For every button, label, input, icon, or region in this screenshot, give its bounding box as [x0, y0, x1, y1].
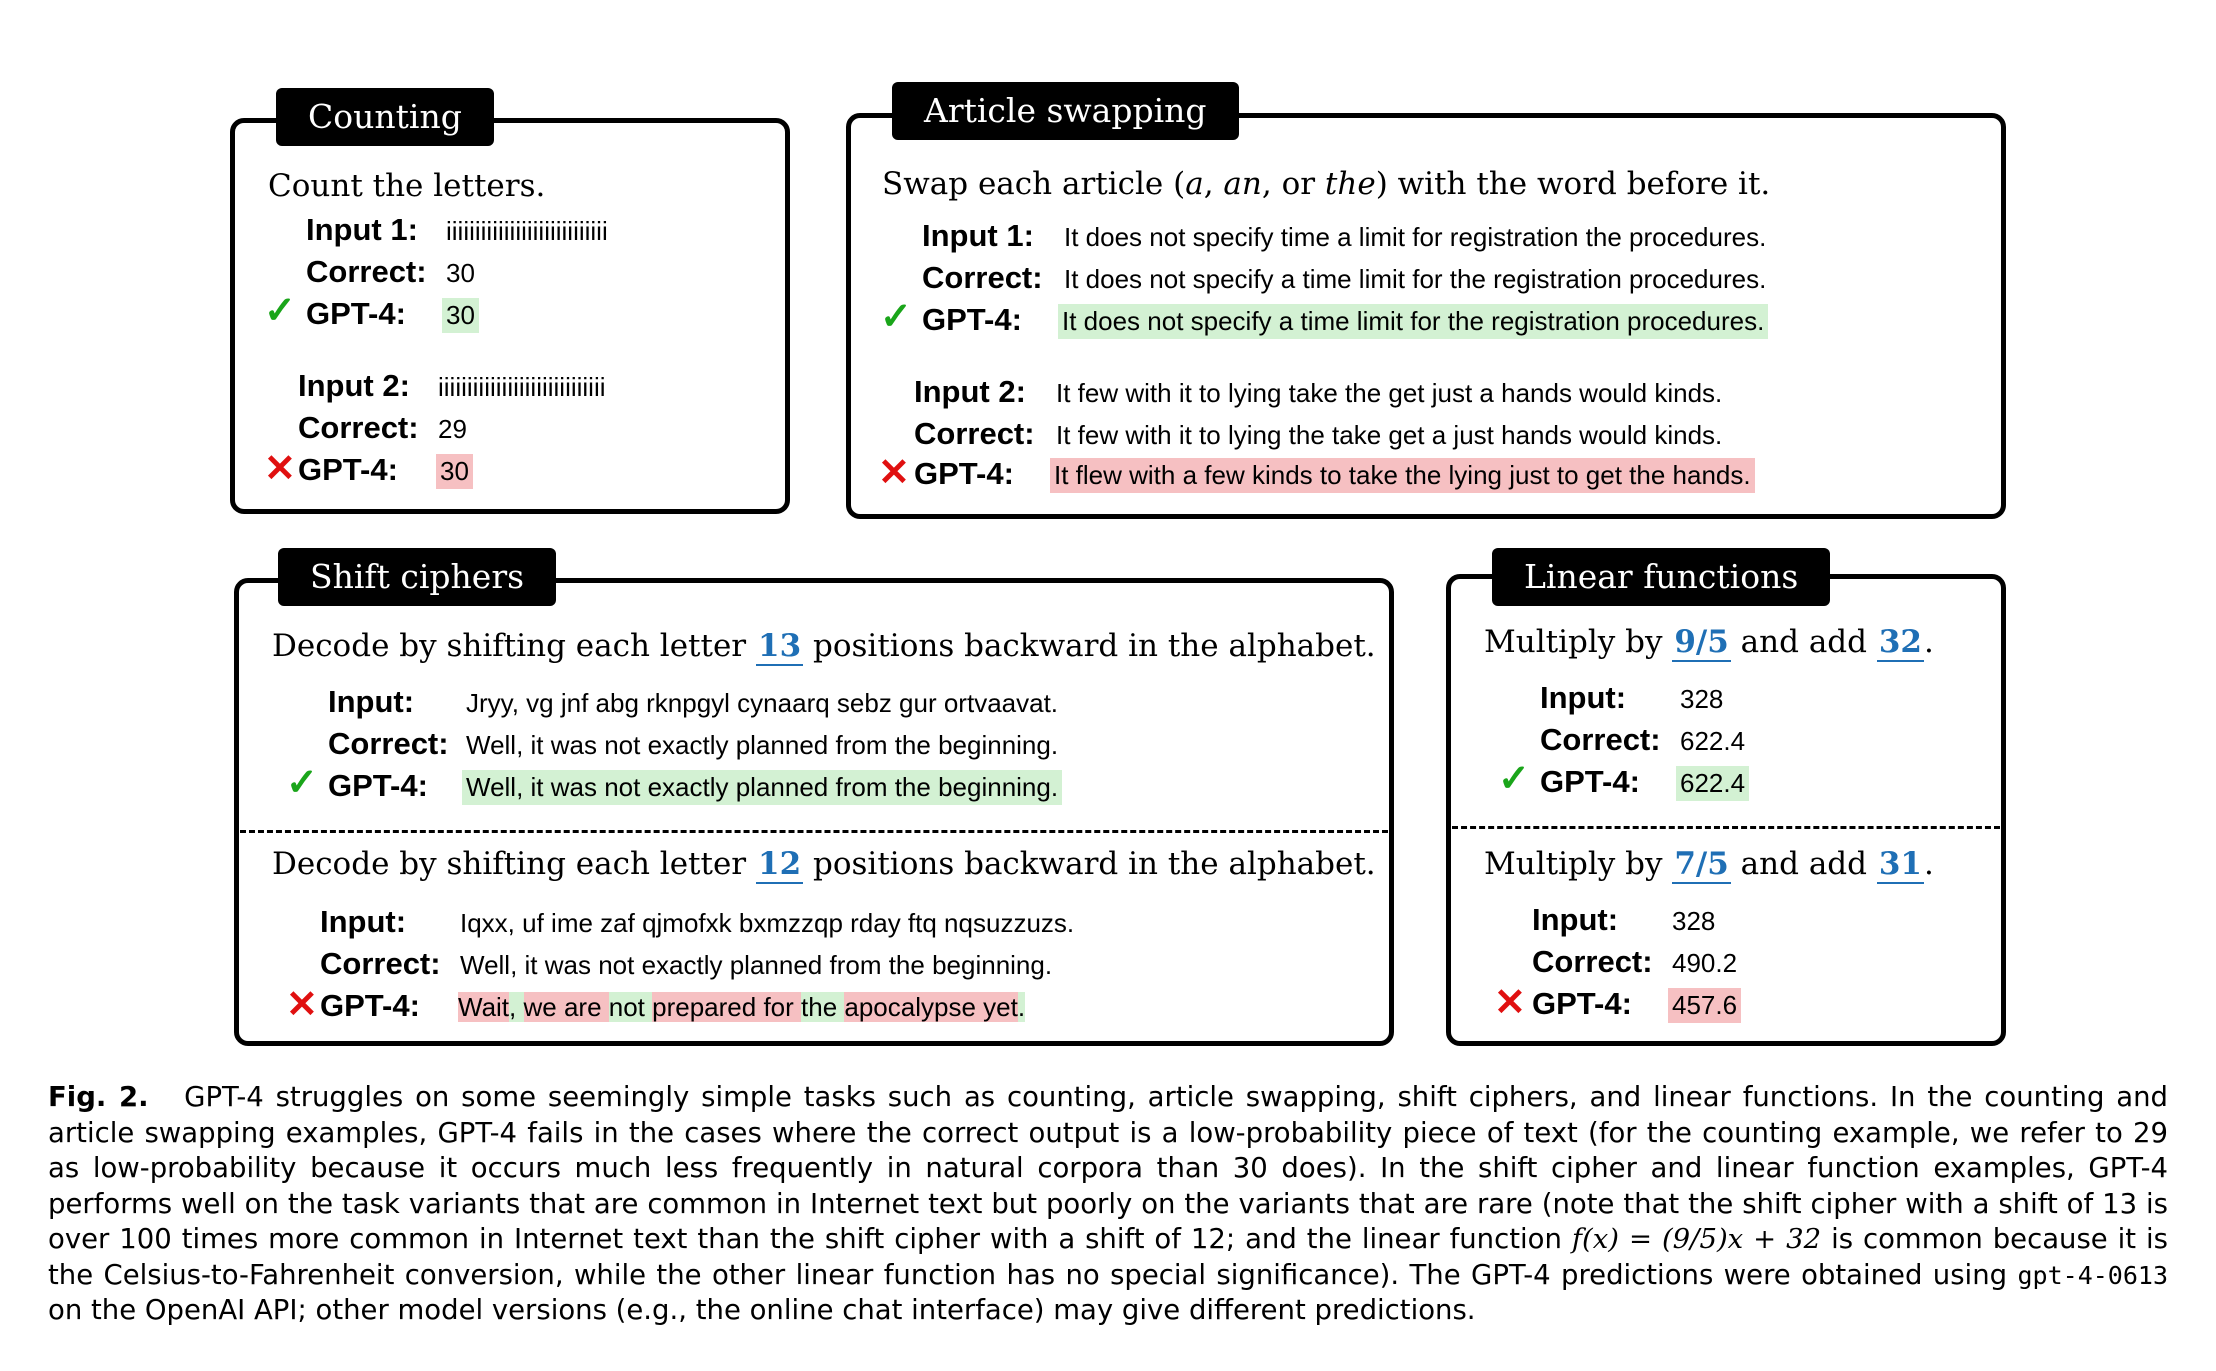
counting-correct2-value: 29 [438, 414, 467, 444]
article-gpt1-label: GPT-4: [922, 302, 1022, 337]
gpt-segment: apocalypse yet [844, 992, 1018, 1022]
counting-input2-value: iiiiiiiiiiiiiiiiiiiiiiiiiiiii [438, 372, 606, 402]
check-icon: ✓ [880, 296, 912, 338]
counting-gpt2-label: GPT-4: [298, 452, 398, 487]
cross-icon: ✕ [286, 984, 318, 1026]
caption-text-3: on the OpenAI API; other model versions (e.g., the online chat interface) may give different predictions. [48, 1294, 1476, 1326]
check-icon: ✓ [1498, 758, 1530, 800]
article-instr-c1: , [1203, 166, 1224, 202]
caption-code: gpt-4-0613 [2017, 1260, 2168, 1290]
linear-input2-value: 328 [1672, 906, 1716, 936]
counting-instruction: Count the letters. [268, 168, 546, 204]
article-instr-a: a [1185, 166, 1204, 202]
shift-correct1-value: Well, it was not exactly planned from the beginning. [466, 730, 1059, 760]
article-instr-an: an [1223, 166, 1262, 202]
gpt-segment: prepared for [652, 992, 802, 1022]
linear-multiplier-1: 9/5 [1674, 624, 1729, 660]
shift-instr1-pre: Decode by shifting each letter [272, 628, 747, 664]
linear-instr2-pre: Multiply by [1484, 846, 1663, 882]
linear-gpt1-value: 622.4 [1676, 766, 1749, 801]
counting-input2-label: Input 2: [298, 368, 410, 403]
shift-instr2-pre: Decode by shifting each letter [272, 846, 747, 882]
caption-text-2: is common because it is the Celsius-to-Fahrenheit conversion, while the other linear function has no special significance). The GPT-4 predictions were obtained using [48, 1223, 2168, 1291]
shift-input1-value: Jryy, vg jnf abg rknpgyl cynaarq sebz gur ortvaavat. [466, 688, 1059, 718]
caption-label: Fig. 2. [48, 1081, 149, 1113]
linear-input1-value: 328 [1680, 684, 1724, 714]
linear-instr2-post: . [1924, 846, 1934, 882]
counting-tag: Counting [276, 88, 494, 146]
gpt-segment: not [608, 992, 653, 1022]
gpt-segment: Wait [458, 992, 510, 1022]
article-gpt1-value: It does not specify a time limit for the registration procedures. [1058, 304, 1768, 339]
shift-input2-value: Iqxx, uf ime zaf qjmofxk bxmzzqp rday ftq nqsuzzuzs. [460, 908, 1075, 938]
shift-correct1-label: Correct: [328, 726, 449, 761]
article-instr-the: the [1324, 166, 1376, 202]
caption-formula: f(x) = (9/5)x + 32 [1571, 1223, 1822, 1255]
gpt-segment: we are [523, 992, 609, 1022]
linear-correct1-value: 622.4 [1680, 726, 1746, 756]
counting-gpt2-value: 30 [436, 454, 473, 489]
shift-amount-13: 13 [758, 628, 802, 664]
shift-amount-12: 12 [758, 846, 802, 882]
article-instr-pre: Swap each article ( [882, 166, 1186, 202]
shift-correct2-value: Well, it was not exactly planned from the beginning. [460, 950, 1053, 980]
linear-addend-1: 32 [1878, 624, 1922, 660]
shift-instr1-post: positions backward in the alphabet. [813, 628, 1376, 664]
counting-input1-value: iiiiiiiiiiiiiiiiiiiiiiiiiiii [446, 216, 608, 246]
article-correct2-label: Correct: [914, 416, 1035, 451]
counting-gpt1-value: 30 [442, 298, 479, 333]
linear-input2-label: Input: [1532, 902, 1619, 937]
article-instr-post: ) with the word before it. [1375, 166, 1771, 202]
check-icon: ✓ [264, 290, 296, 332]
linear-instr1-mid: and add [1740, 624, 1867, 660]
linear-gpt1-label: GPT-4: [1540, 764, 1640, 799]
linear-gpt2-value: 457.6 [1668, 988, 1741, 1023]
shift-gpt1-label: GPT-4: [328, 768, 428, 803]
linear-divider [1452, 826, 2000, 829]
caption-text-1: GPT-4 struggles on some seemingly simple tasks such as counting, article swapping, shift ciphers, and linear functions. In the counting and article swapping examples, GPT-4 fails in the cases where the correct output is a low-probability piece of text (for the counting example, we refer to 29 as low-probability because it occurs much less frequently in natural corpora than 30 does). In the shift cipher and linear function examples, GPT-4 performs well on the task variants that are common in Internet text but poorly on the variants that are rare (note that the shift cipher with a shift of 13 is over 100 times more common in Internet text than the shift cipher with a shift of 12; and the linear function [48, 1081, 2169, 1255]
gpt-segment: the [801, 992, 845, 1022]
shift-instruction-2 [272, 846, 1376, 882]
article-input1-value: It does not specify time a limit for registration the procedures. [1064, 222, 1767, 252]
shift-input1-label: Input: [328, 684, 415, 719]
shift-correct2-label: Correct: [320, 946, 441, 981]
linear-tag: Linear functions [1492, 548, 1830, 606]
shift-tag: Shift ciphers [278, 548, 556, 606]
counting-input1-label: Input 1: [306, 212, 418, 247]
cross-icon: ✕ [1494, 982, 1526, 1024]
article-instruction [882, 166, 1770, 202]
linear-correct1-label: Correct: [1540, 722, 1661, 757]
article-correct1-label: Correct: [922, 260, 1043, 295]
linear-input1-label: Input: [1540, 680, 1627, 715]
article-gpt2-value: It flew with a few kinds to take the lying just to get the hands. [1050, 458, 1755, 493]
check-icon: ✓ [286, 762, 318, 804]
article-input2-label: Input 2: [914, 374, 1026, 409]
article-tag: Article swapping [892, 82, 1239, 140]
gpt-segment: , [509, 992, 524, 1022]
cross-icon: ✕ [878, 452, 910, 494]
article-input2-value: It few with it to lying take the get just a hands would kinds. [1056, 378, 1723, 408]
shift-instr2-post: positions backward in the alphabet. [813, 846, 1376, 882]
linear-instr1-pre: Multiply by [1484, 624, 1663, 660]
linear-instruction-1 [1484, 624, 1934, 660]
shift-divider [240, 830, 1388, 833]
figure-caption [48, 1080, 2168, 1329]
linear-instr2-mid: and add [1740, 846, 1867, 882]
linear-correct2-value: 490.2 [1672, 948, 1738, 978]
article-correct1-value: It does not specify a time limit for the registration procedures. [1064, 264, 1767, 294]
counting-gpt1-label: GPT-4: [306, 296, 406, 331]
linear-gpt2-label: GPT-4: [1532, 986, 1632, 1021]
gpt-segment: . [1017, 992, 1026, 1022]
article-gpt2-label: GPT-4: [914, 456, 1014, 491]
linear-instr1-post: . [1924, 624, 1934, 660]
linear-correct2-label: Correct: [1532, 944, 1653, 979]
cross-icon: ✕ [264, 448, 296, 490]
article-input1-label: Input 1: [922, 218, 1034, 253]
counting-correct1-label: Correct: [306, 254, 427, 289]
shift-gpt2-value [458, 990, 1025, 1025]
linear-instruction-2 [1484, 846, 1934, 882]
article-instr-c2: , or [1261, 166, 1325, 202]
counting-correct1-value: 30 [446, 258, 475, 288]
shift-instruction-1 [272, 628, 1376, 664]
shift-input2-label: Input: [320, 904, 407, 939]
article-correct2-value: It few with it to lying the take get a just hands would kinds. [1056, 420, 1723, 450]
shift-gpt2-label: GPT-4: [320, 988, 420, 1023]
linear-multiplier-2: 7/5 [1674, 846, 1729, 882]
counting-correct2-label: Correct: [298, 410, 419, 445]
shift-gpt1-value: Well, it was not exactly planned from the beginning. [462, 770, 1062, 805]
linear-addend-2: 31 [1878, 846, 1922, 882]
